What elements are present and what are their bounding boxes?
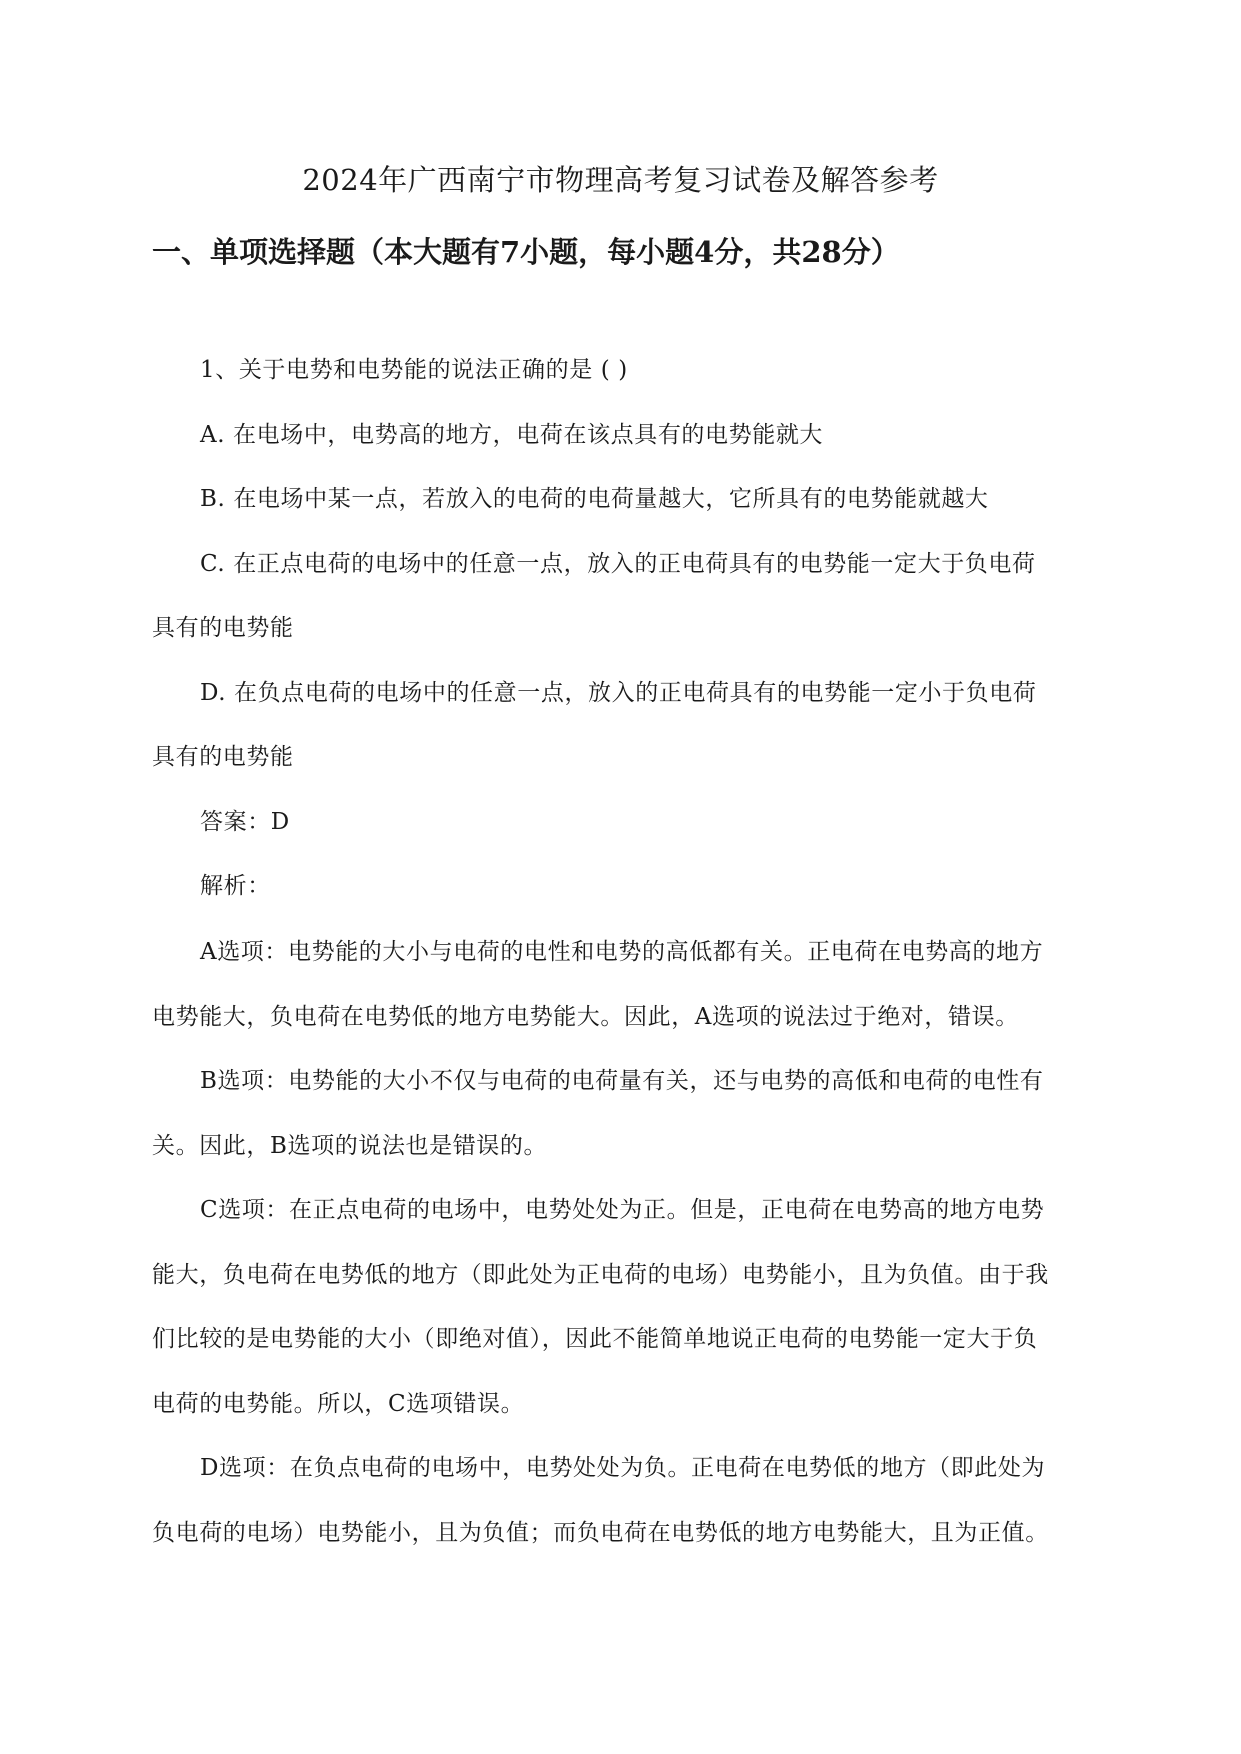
option-b: B. 在电场中某一点，若放入的电荷的电荷量越大，它所具有的电势能就越大: [200, 486, 989, 512]
explanation-c-line-1: C选项：在正点电荷的电场中，电势处处为正。但是，正电荷在电势高的地方电势: [200, 1197, 1045, 1223]
explanation-d-line-1: D选项：在负点电荷的电场中，电势处处为负。正电荷在电势低的地方（即此处为: [200, 1455, 1046, 1481]
option-d-line-2: 具有的电势能: [152, 744, 294, 770]
explanation-c-line-4: 电荷的电势能。所以，C选项错误。: [152, 1390, 525, 1417]
analysis-label: 解析：: [200, 873, 271, 899]
answer: 答案：D: [200, 808, 290, 835]
question-stem: 1、关于电势和电势能的说法正确的是 ( ): [200, 357, 628, 383]
section-heading: 一、单项选择题（本大题有7小题，每小题4分，共28分）: [152, 235, 900, 269]
option-c-line-1: C. 在正点电荷的电场中的任意一点，放入的正电荷具有的电势能一定大于负电荷: [200, 550, 1036, 577]
option-d-line-1: D. 在负点电荷的电场中的任意一点，放入的正电荷具有的电势能一定小于负电荷: [200, 679, 1037, 706]
option-c-line-2: 具有的电势能: [152, 615, 294, 641]
explanation: [152, 920, 1112, 1565]
explanation-b-line-1: B选项：电势能的大小不仅与电荷的电荷量有关，还与电势的高低和电荷的电性有: [200, 1068, 1044, 1094]
explanation-a-line-1: A选项：电势能的大小与电荷的电性和电势的高低都有关。正电荷在电势高的地方: [200, 939, 1044, 965]
explanation-a-line-2: 电势能大，负电荷在电势低的地方电势能大。因此，A选项的说法过于绝对，错误。: [152, 1003, 1019, 1030]
option-a: A. 在电场中，电势高的地方，电荷在该点具有的电势能就大: [200, 421, 824, 448]
document-title: 2024年广西南宁市物理高考复习试卷及解答参考: [302, 163, 939, 197]
question-1: [152, 338, 1112, 919]
explanation-c-line-3: 们比较的是电势能的大小（即绝对值），因此不能简单地说正电荷的电势能一定大于负: [152, 1326, 1038, 1352]
explanation-b-line-2: 关。因此，B选项的说法也是错误的。: [152, 1132, 548, 1159]
explanation-c-line-2: 能大，负电荷在电势低的地方（即此处为正电荷的电场）电势能小，且为负值。由于我: [152, 1261, 1049, 1288]
explanation-d-line-2: 负电荷的电场）电势能小，且为负值；而负电荷在电势低的地方电势能大，且为正值。: [152, 1519, 1049, 1546]
